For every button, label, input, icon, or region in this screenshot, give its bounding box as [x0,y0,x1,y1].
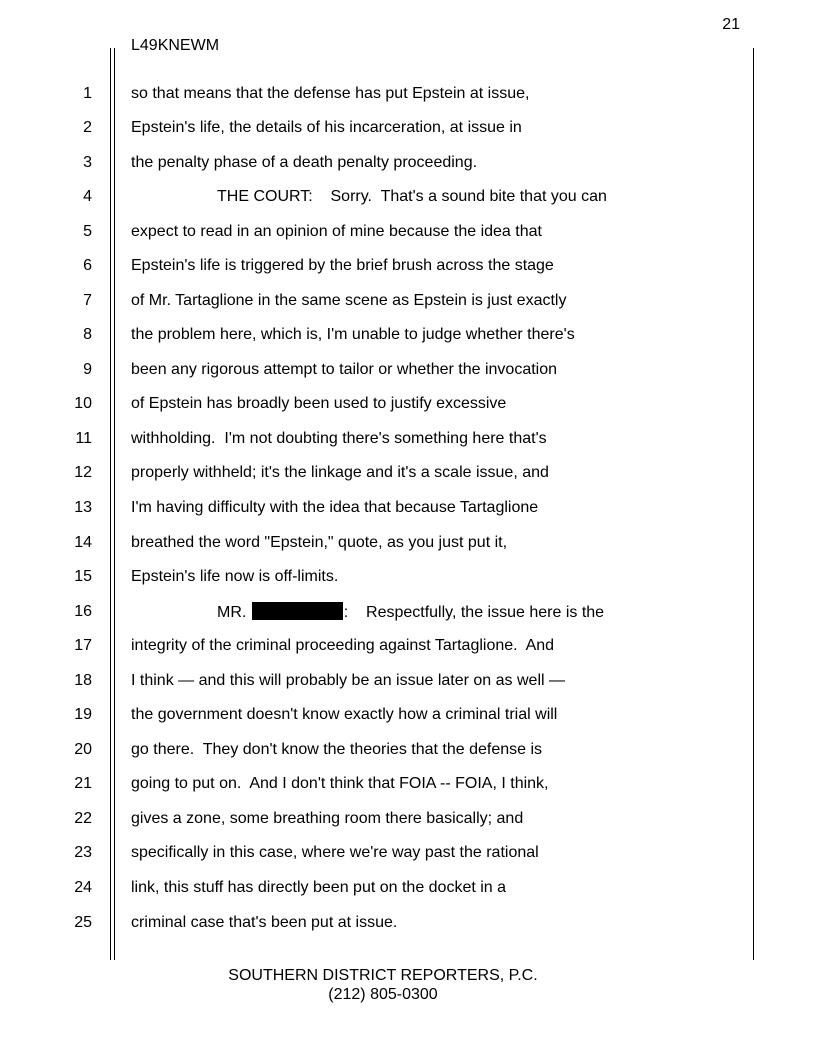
line-number: 5 [83,223,92,240]
transcript-line: THE COURT: Sorry. That's a sound bite that you can [217,188,607,205]
line-number: 14 [74,534,92,551]
line-number: 4 [83,188,92,205]
line-number: 6 [83,257,92,274]
line-number: 19 [74,706,92,723]
transcript-line: so that means that the defense has put Epstein at issue, [131,85,530,102]
transcript-line: breathed the word "Epstein," quote, as you just put it, [131,534,508,551]
transcript-line: Epstein's life, the details of his incarceration, at issue in [131,119,522,136]
speaker-text: : Respectfully, the issue here is the [343,604,605,621]
transcript-line: properly withheld; it's the linkage and it's a scale issue, and [131,464,549,481]
line-number: 15 [74,568,92,585]
redaction-box [252,602,343,620]
line-number: 1 [83,85,92,102]
transcript-line: expect to read in an opinion of mine because the idea that [131,223,542,240]
footer [0,966,766,1004]
transcript-line: of Mr. Tartaglione in the same scene as Epstein is just exactly [131,292,567,309]
transcript-line: of Epstein has broadly been used to justify excessive [131,395,507,412]
transcript-line: I'm having difficulty with the idea that because Tartaglione [131,499,539,516]
transcript-line: the problem here, which is, I'm unable to judge whether there's [131,326,575,343]
line-number: 21 [74,775,92,792]
transcript-line: link, this stuff has directly been put on the docket in a [131,879,507,896]
line-number: 18 [74,672,92,689]
line-number: 11 [75,430,92,447]
line-number: 10 [74,395,92,412]
right-margin-line [753,48,754,960]
line-number: 2 [83,119,92,136]
line-number: 17 [74,637,92,654]
transcript-line: Epstein's life now is off-limits. [131,568,339,585]
transcript-line: specifically in this case, where we're way past the rational [131,844,539,861]
line-number: 13 [74,499,92,516]
transcript-line: integrity of the criminal proceeding against Tartaglione. And [131,637,555,654]
line-number: 23 [74,844,92,861]
transcript-line [217,602,604,623]
transcript-line: withholding. I'm not doubting there's something here that's [131,430,547,447]
left-margin-line [110,48,111,960]
transcript-line: been any rigorous attempt to tailor or whether the invocation [131,361,558,378]
transcript-line: the penalty phase of a death penalty proceeding. [131,154,478,171]
line-number: 7 [83,292,92,309]
case-id: L49KNEWM [131,37,220,54]
line-number: 20 [74,741,92,758]
transcript-line: criminal case that's been put at issue. [131,914,398,931]
transcript-line: go there. They don't know the theories that the defense is [131,741,543,758]
line-number: 16 [74,603,92,620]
transcript-line: Epstein's life is triggered by the brief brush across the stage [131,257,554,274]
line-number: 24 [74,879,92,896]
transcript-line: going to put on. And I don't think that FOIA -- FOIA, I think, [131,775,549,792]
reporter-phone: (212) 805-0300 [328,986,438,1003]
line-number: 22 [74,810,92,827]
transcript-line: the government doesn't know exactly how a criminal trial will [131,706,558,723]
line-number: 12 [74,464,92,481]
left-margin-line-inner [114,48,115,960]
reporter-name: SOUTHERN DISTRICT REPORTERS, P.C. [228,967,538,984]
transcript-line: I think — and this will probably be an issue later on as well — [131,672,565,689]
line-number: 8 [83,326,92,343]
line-number: 9 [83,361,92,378]
transcript-line: gives a zone, some breathing room there basically; and [131,810,524,827]
line-number: 25 [74,914,92,931]
line-number: 3 [83,154,92,171]
speaker-prefix: MR. [217,604,251,621]
page-number: 21 [722,16,740,33]
